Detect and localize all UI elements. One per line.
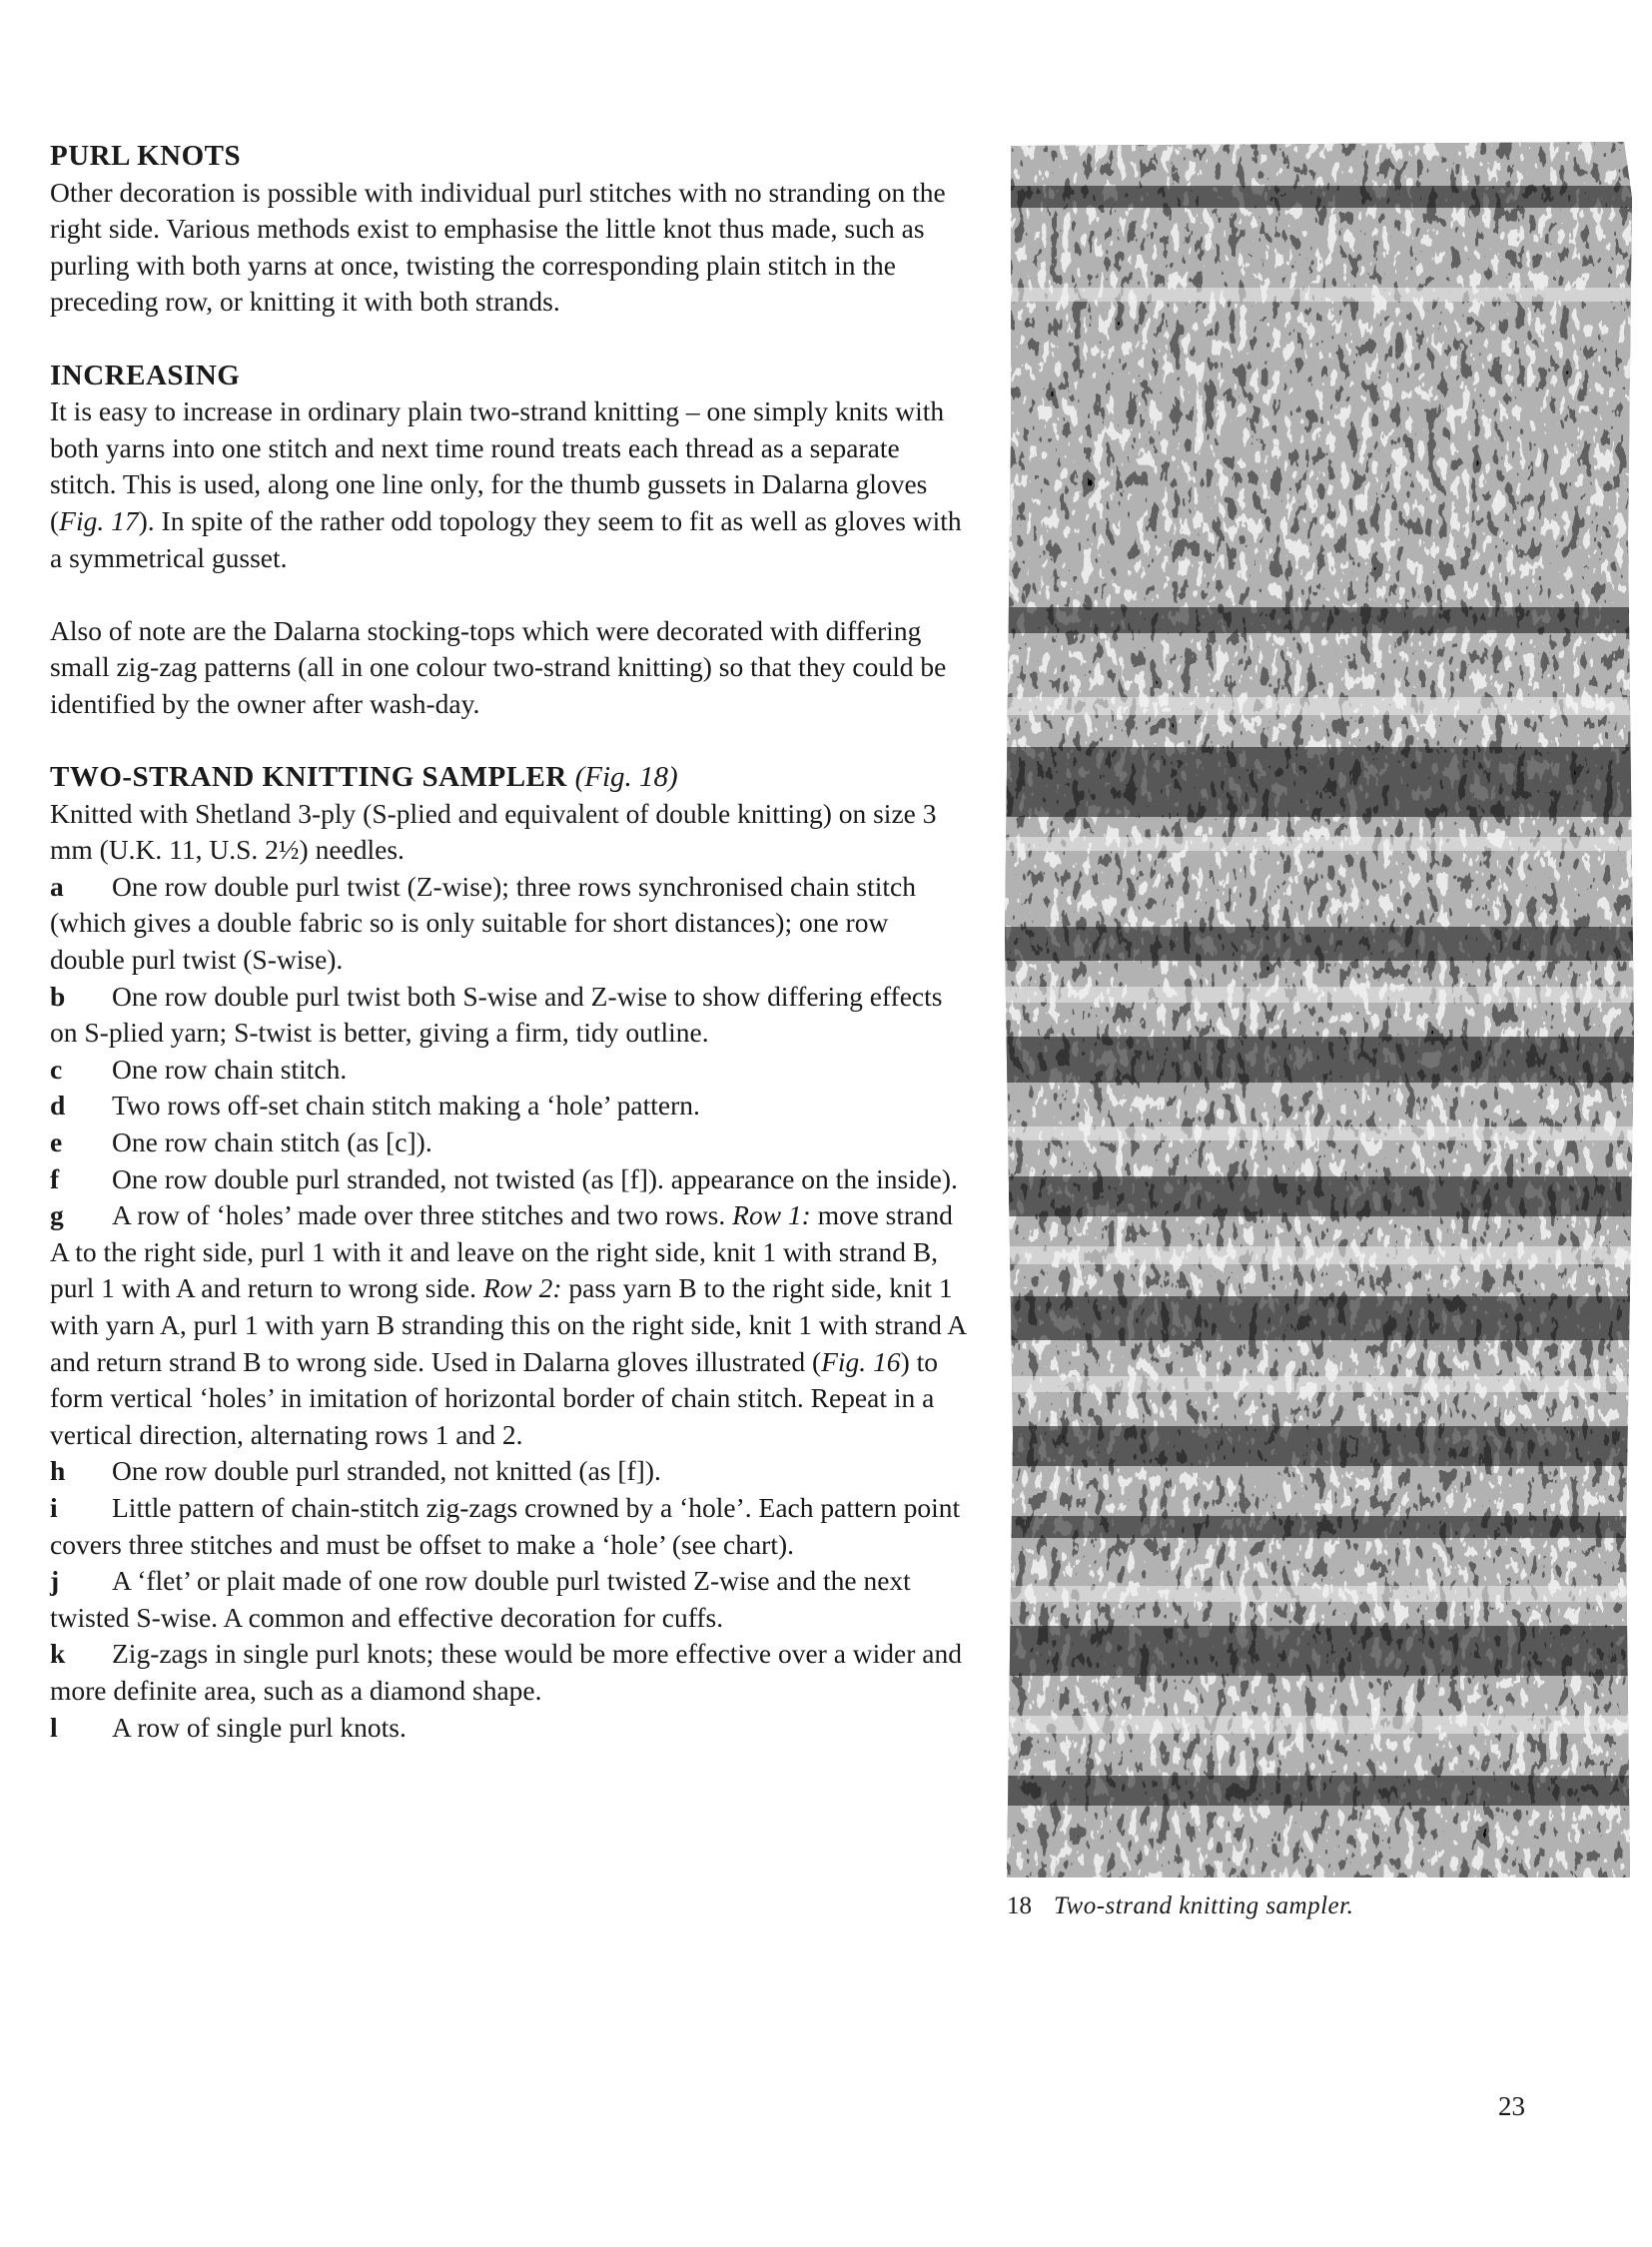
heading-sampler-fig-ref: (Fig. 18) [574,761,678,794]
list-text-j: A ‘flet’ or plait made of one row double purl twisted Z-wise and the next twisted S-wise. A common and effective decoration for cuffs. [50,1565,911,1633]
list-text-a: One row double purl twist (Z-wise); three rows synchronised chain stitch (which gives a double fabric so is only suitable for short distances); one row double purl twist (S-wise). [50,870,916,976]
list-text-k: Zig-zags in single purl knots; these would be more effective over a wider and more definite area, such as a diamond shape. [50,1638,962,1706]
section-note [50,613,969,723]
sampler-band [1005,1176,1634,1216]
sampler-list-h-l [50,1453,969,1746]
list-item-i [50,1490,969,1563]
figure-caption [1007,1891,1353,1921]
text-column [50,138,969,1746]
list-item-c [50,1052,969,1089]
list-item-g [50,1197,969,1453]
list-item-h [50,1453,969,1490]
sampler-band [1005,288,1634,302]
sampler-band [1005,987,1634,1003]
list-item-j [50,1563,969,1636]
list-label-l: l [50,1711,58,1743]
item-g-row-2: Row 2: [482,1272,562,1304]
list-label-e: e [50,1126,63,1158]
sampler-band [1005,837,1634,851]
sampler-band [1005,1037,1634,1083]
sampler-band [1005,1246,1634,1264]
sampler-band [1005,1626,1634,1676]
list-text-h: One row double purl stranded, not knitted (as [f]). [112,1455,661,1487]
section-purl-knots [50,138,969,321]
sampler-band [1005,607,1634,633]
page-number: 23 [1498,2091,1525,2121]
list-item-f [50,1161,969,1198]
list-item-b [50,979,969,1052]
list-label-f: f [50,1162,60,1194]
sampler-list-a-f [50,869,969,1197]
figure-number: 18 [1007,1892,1032,1919]
list-text-b: One row double purl twist both S-wise and Z-wise to show differing effects on S-plied yarn; S-twist is better, giving a firm, tidy outline. [50,980,943,1049]
item-g-text-4: ) to form vertical ‘holes’ in imitation of horizontal border of chain stitch. Repeat in a vertical direction, alternating rows 1 and 2. [50,1345,938,1450]
sampler-band [1005,927,1634,961]
list-label-g: g [50,1199,64,1231]
section-sampler [50,759,969,1746]
sampler-band [1005,747,1634,817]
list-label-a: a [50,870,64,902]
list-item-a [50,869,969,979]
list-text-l: A row of single purl knots. [112,1711,407,1743]
fig-ref-16: Fig. 16 [821,1345,901,1377]
increasing-text-2: ). In spite of the rather odd topology they seem to fit as well as gloves with a symmetrical gusset. [50,504,962,573]
sampler-band [1005,186,1634,208]
list-text-e: One row chain stitch (as [c]). [112,1126,432,1158]
sampler-band [1005,1376,1634,1392]
sampler-band [1005,1716,1634,1734]
list-item-e [50,1124,969,1161]
list-label-b: b [50,980,66,1012]
sampler-band [1005,1776,1634,1806]
sampler-band [1005,1516,1634,1538]
item-g-row-1: Row 1: [732,1199,811,1231]
heading-sampler [50,759,969,796]
figure-caption-text: Two-strand knitting sampler. [1054,1892,1354,1919]
list-text-c: One row chain stitch. [112,1053,348,1085]
list-text-f: One row double purl stranded, not twisted (as [f]). appearance on the inside). [112,1162,958,1194]
sampler-band [1005,1586,1634,1602]
item-g-text-3: pass yarn B to the right side, knit 1 with yarn A, purl 1 with yarn B stranding this on the right side, knit 1 with strand A and return strand B to wrong side. Used in Dalarna gloves illustrated ( [50,1272,966,1377]
list-label-i: i [50,1491,58,1523]
sampler-band [1005,1296,1634,1340]
list-text-i: Little pattern of chain-stitch zig-zags crowned by a ‘hole’. Each pattern point covers three stitches and must be offset to make a ‘hole’ (see chart). [50,1491,961,1560]
section-increasing [50,358,969,577]
heading-sampler-text: TWO-STRAND KNITTING SAMPLER [50,761,567,794]
sampler-band [1005,1126,1634,1140]
sampler-band [1005,697,1634,715]
list-text-d: Two rows off-set chain stitch making a ‘hole’ pattern. [112,1090,700,1122]
knitting-sampler-image [1005,138,1634,1877]
list-label-c: c [50,1053,63,1085]
sampler-photo [1005,138,1634,1877]
list-item-l [50,1710,969,1747]
list-label-j: j [50,1565,60,1597]
increasing-text-1: It is easy to increase in ordinary plain two-strand knitting – one simply knits with both yarns into one stitch and next time round treats each thread as a separate stitch. This is used, along one line only, for the thumb gussets in Dalarna gloves ( [50,395,945,536]
sampler-band [1005,1426,1634,1466]
paragraph-sampler-intro: Knitted with Shetland 3-ply (S-plied and equivalent of double knitting) on size 3 mm (U.K. 11, U.S. 2½) needles. [50,797,937,866]
list-item-d [50,1088,969,1124]
list-label-h: h [50,1455,66,1487]
heading-increasing: INCREASING [50,359,241,391]
heading-purl-knots: PURL KNOTS [50,140,242,172]
paragraph-purl-knots: Other decoration is possible with individual purl stitches with no stranding on the right side. Various methods exist to emphasise the little knot thus made, such as purling with both yarns at once, twisting the corresponding plain stitch in the preceding row, or knitting it with both strands. [50,176,946,318]
list-label-k: k [50,1638,66,1670]
list-item-k [50,1636,969,1709]
item-g-text-1: A row of ‘holes’ made over three stitches and two rows. [112,1199,733,1231]
fig-ref-17: Fig. 17 [59,504,139,536]
item-g-text-2: move strand A to the right side, purl 1 with it and leave on the right side, knit 1 with strand B, purl 1 with A and return to wrong side. [50,1199,953,1304]
paragraph-stocking-tops: Also of note are the Dalarna stocking-tops which were decorated with differing small zig-zag patterns (all in one colour two-strand knitting) so that they could be identified by the owner after wash-day. [50,614,947,719]
paragraph-increasing [50,393,969,576]
list-label-d: d [50,1090,66,1122]
